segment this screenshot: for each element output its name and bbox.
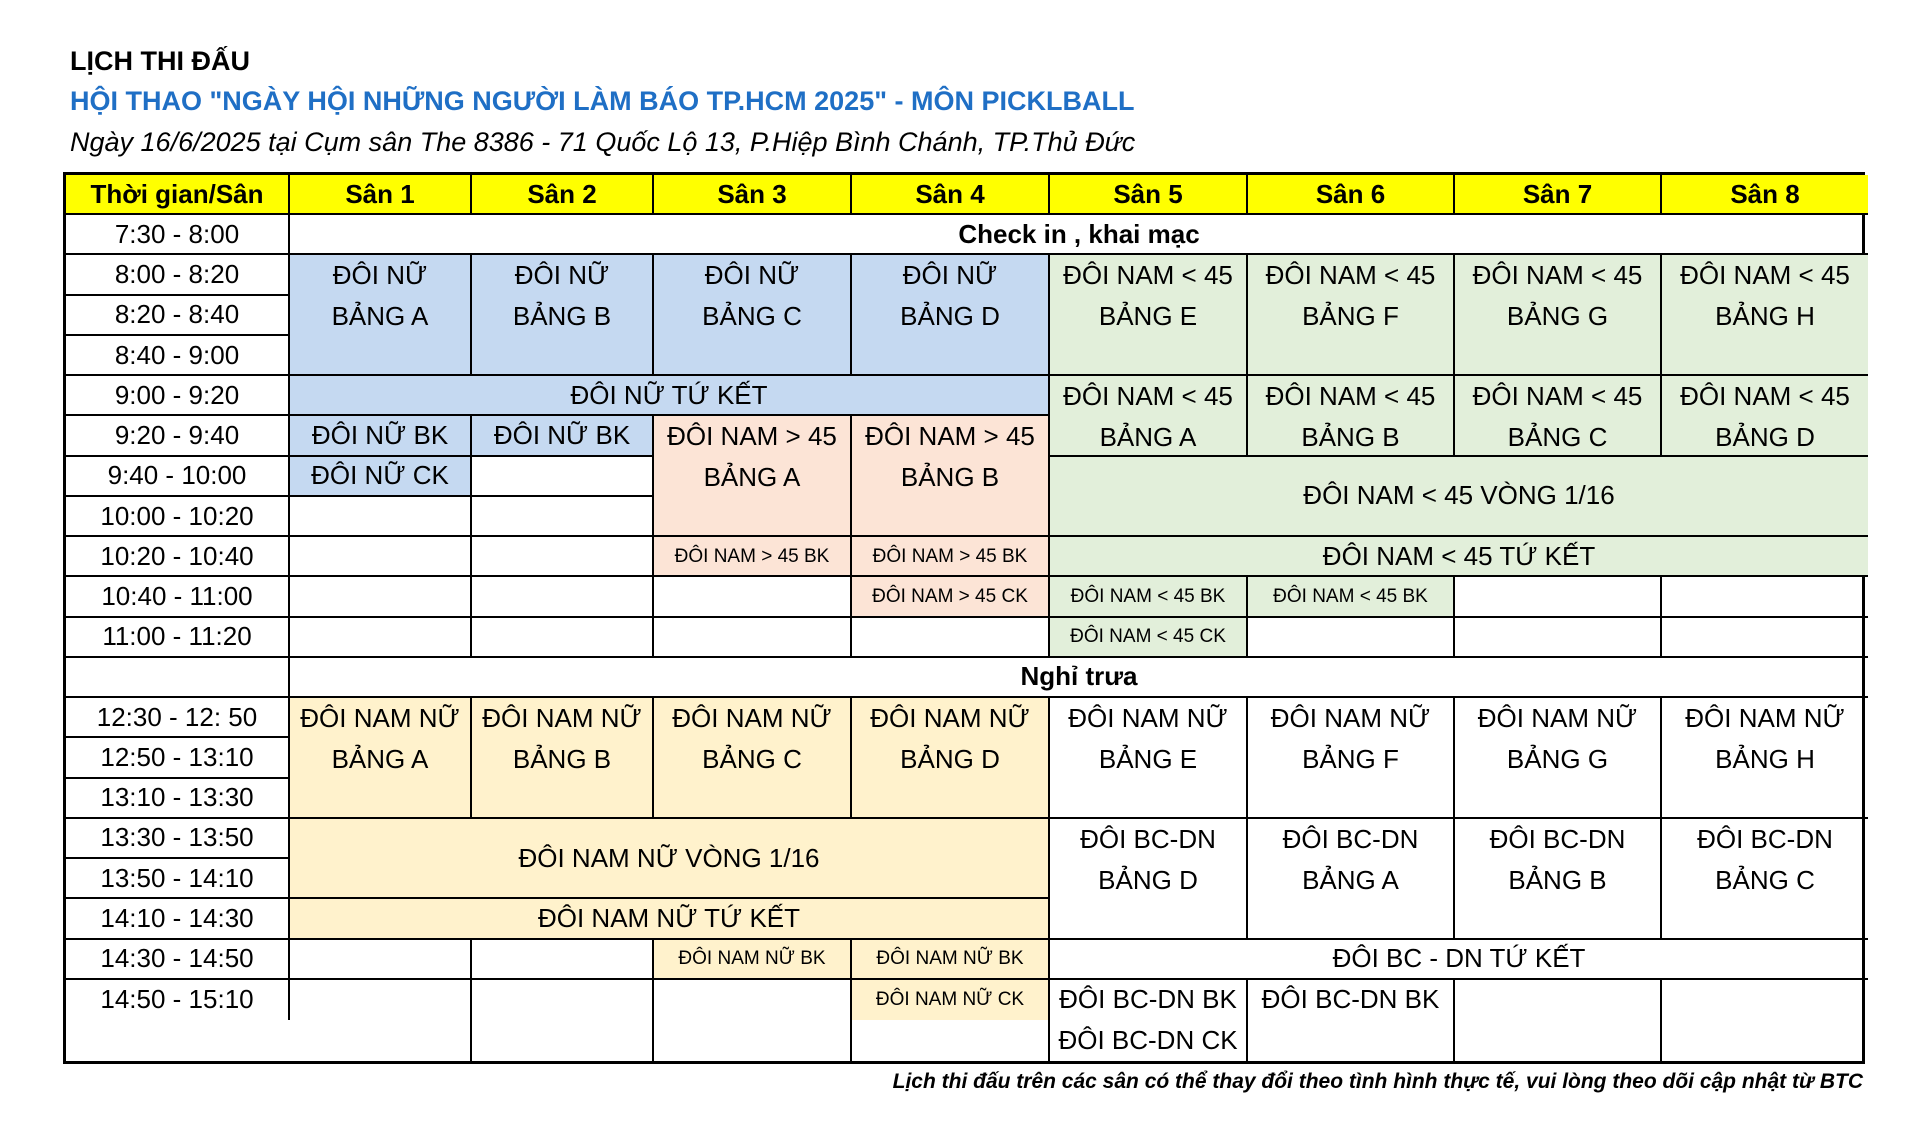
empty-cell <box>290 940 472 980</box>
time-slot: 10:40 - 11:00 <box>66 577 290 617</box>
event-women-sf-2: ĐÔI NỮ BK <box>472 416 654 456</box>
empty-cell <box>1662 980 1868 1020</box>
event-men-u45-qf: ĐÔI NAM < 45 TỨ KẾT <box>1050 537 1868 577</box>
time-slot: 11:00 - 11:20 <box>66 618 290 658</box>
time-slot <box>66 658 290 698</box>
event-bcdn-c: ĐÔI BC-DN BẢNG C <box>1662 819 1868 940</box>
time-slot: 9:40 - 10:00 <box>66 457 290 497</box>
event-bcdn-final: ĐÔI BC-DN CK <box>1050 1020 1248 1061</box>
event-mixed-b: ĐÔI NAM NỮ BẢNG B <box>472 698 654 819</box>
empty-cell <box>472 537 654 577</box>
event-women-qf: ĐÔI NỮ TỨ KẾT <box>290 376 1050 416</box>
event-mixed-f: ĐÔI NAM NỮ BẢNG F <box>1248 698 1455 819</box>
empty-cell <box>290 1020 472 1061</box>
empty-cell <box>472 1020 654 1061</box>
column-header-court-7: Sân 7 <box>1455 175 1662 215</box>
event-men-u45-g: ĐÔI NAM < 45 BẢNG G <box>1455 255 1662 376</box>
time-slot: 12:30 - 12: 50 <box>66 698 290 738</box>
empty-cell <box>654 577 852 617</box>
column-header-court-4: Sân 4 <box>852 175 1050 215</box>
event-checkin: Check in , khai mạc <box>290 215 1868 255</box>
event-men-o45-final: ĐÔI NAM > 45 CK <box>852 577 1050 617</box>
event-men-u45-b: ĐÔI NAM < 45 BẢNG B <box>1248 376 1455 456</box>
empty-cell <box>654 618 852 658</box>
time-slot: 14:30 - 14:50 <box>66 940 290 980</box>
empty-cell <box>1455 1020 1662 1061</box>
empty-cell <box>852 618 1050 658</box>
time-slot: 8:00 - 8:20 <box>66 255 290 295</box>
time-slot: 9:20 - 9:40 <box>66 416 290 456</box>
empty-cell <box>290 618 472 658</box>
event-mixed-c: ĐÔI NAM NỮ BẢNG C <box>654 698 852 819</box>
event-women-final: ĐÔI NỮ CK <box>290 457 472 497</box>
event-subtitle: HỘI THAO "NGÀY HỘI NHỮNG NGƯỜI LÀM BÁO TP.HCM 2025" - MÔN PICKLBALL <box>70 86 1135 116</box>
event-women-a: ĐÔI NỮ BẢNG A <box>290 255 472 376</box>
event-men-u45-sf-2: ĐÔI NAM < 45 BK <box>1248 577 1455 617</box>
empty-cell <box>1248 618 1455 658</box>
column-header-time: Thời gian/Sân <box>66 175 290 215</box>
empty-cell <box>1455 577 1662 617</box>
empty-cell <box>290 980 472 1020</box>
event-women-sf-1: ĐÔI NỮ BK <box>290 416 472 456</box>
time-slot: 9:00 - 9:20 <box>66 376 290 416</box>
empty-cell <box>472 497 654 537</box>
column-header-court-3: Sân 3 <box>654 175 852 215</box>
time-slot: 13:30 - 13:50 <box>66 819 290 859</box>
empty-cell <box>1662 577 1868 617</box>
event-men-u45-sf-1: ĐÔI NAM < 45 BK <box>1050 577 1248 617</box>
time-slot: 8:40 - 9:00 <box>66 336 290 376</box>
time-slot: 8:20 - 8:40 <box>66 296 290 336</box>
event-men-u45-final: ĐÔI NAM < 45 CK <box>1050 618 1248 658</box>
page-title: LỊCH THI ĐẤU <box>70 46 250 76</box>
empty-cell <box>290 497 472 537</box>
event-mixed-h: ĐÔI NAM NỮ BẢNG H <box>1662 698 1868 819</box>
empty-cell <box>472 980 654 1020</box>
time-slot: 14:50 - 15:10 <box>66 980 290 1020</box>
column-header-court-8: Sân 8 <box>1662 175 1868 215</box>
event-mixed-sf-1: ĐÔI NAM NỮ BK <box>654 940 852 980</box>
event-mixed-qf: ĐÔI NAM NỮ TỨ KẾT <box>290 899 1050 939</box>
column-header-court-2: Sân 2 <box>472 175 654 215</box>
empty-cell <box>1662 618 1868 658</box>
schedule-table <box>63 172 1865 1064</box>
event-women-c: ĐÔI NỮ BẢNG C <box>654 255 852 376</box>
empty-cell <box>472 940 654 980</box>
empty-cell <box>654 1020 852 1061</box>
event-men-o45-a: ĐÔI NAM > 45 BẢNG A <box>654 416 852 537</box>
event-mixed-final: ĐÔI NAM NỮ CK <box>852 980 1050 1020</box>
event-bcdn-sf-2: ĐÔI BC-DN BK <box>1248 980 1455 1020</box>
time-slot: 10:00 - 10:20 <box>66 497 290 537</box>
event-men-u45-a: ĐÔI NAM < 45 BẢNG A <box>1050 376 1248 456</box>
empty-cell <box>852 1020 1050 1061</box>
empty-cell <box>290 577 472 617</box>
event-men-u45-f: ĐÔI NAM < 45 BẢNG F <box>1248 255 1455 376</box>
event-bcdn-qf: ĐÔI BC - DN TỨ KẾT <box>1050 940 1868 980</box>
time-slot: 10:20 - 10:40 <box>66 537 290 577</box>
event-men-u45-r16: ĐÔI NAM < 45 VÒNG 1/16 <box>1050 457 1868 537</box>
event-mixed-g: ĐÔI NAM NỮ BẢNG G <box>1455 698 1662 819</box>
event-men-o45-sf-1: ĐÔI NAM > 45 BK <box>654 537 852 577</box>
empty-cell <box>654 980 852 1020</box>
column-header-court-5: Sân 5 <box>1050 175 1248 215</box>
empty-cell <box>290 537 472 577</box>
event-men-o45-sf-2: ĐÔI NAM > 45 BK <box>852 537 1050 577</box>
event-bcdn-a: ĐÔI BC-DN BẢNG A <box>1248 819 1455 940</box>
time-slot: 14:10 - 14:30 <box>66 899 290 939</box>
footer-note: Lịch thi đấu trên các sân có thể thay đổi theo tình hình thực tế, vui lòng theo dõi cập nhật từ BTC <box>892 1070 1863 1093</box>
empty-cell <box>472 618 654 658</box>
empty-cell <box>1455 618 1662 658</box>
event-women-b: ĐÔI NỮ BẢNG B <box>472 255 654 376</box>
event-men-u45-c: ĐÔI NAM < 45 BẢNG C <box>1455 376 1662 456</box>
date-venue: Ngày 16/6/2025 tại Cụm sân The 8386 - 71 Quốc Lộ 13, P.Hiệp Bình Chánh, TP.Thủ Đức <box>70 127 1136 157</box>
event-mixed-e: ĐÔI NAM NỮ BẢNG E <box>1050 698 1248 819</box>
empty-cell <box>472 577 654 617</box>
empty-cell <box>1455 980 1662 1020</box>
event-mixed-r16: ĐÔI NAM NỮ VÒNG 1/16 <box>290 819 1050 899</box>
event-mixed-sf-2: ĐÔI NAM NỮ BK <box>852 940 1050 980</box>
event-bcdn-d: ĐÔI BC-DN BẢNG D <box>1050 819 1248 940</box>
event-bcdn-b: ĐÔI BC-DN BẢNG B <box>1455 819 1662 940</box>
column-header-court-1: Sân 1 <box>290 175 472 215</box>
event-men-u45-h: ĐÔI NAM < 45 BẢNG H <box>1662 255 1868 376</box>
event-men-u45-e: ĐÔI NAM < 45 BẢNG E <box>1050 255 1248 376</box>
event-mixed-d: ĐÔI NAM NỮ BẢNG D <box>852 698 1050 819</box>
event-women-d: ĐÔI NỮ BẢNG D <box>852 255 1050 376</box>
empty-cell <box>472 457 654 497</box>
event-men-o45-b: ĐÔI NAM > 45 BẢNG B <box>852 416 1050 537</box>
time-slot: 7:30 - 8:00 <box>66 215 290 255</box>
time-slot: 12:50 - 13:10 <box>66 738 290 778</box>
event-mixed-a: ĐÔI NAM NỮ BẢNG A <box>290 698 472 819</box>
column-header-court-6: Sân 6 <box>1248 175 1455 215</box>
time-slot: 13:50 - 14:10 <box>66 859 290 899</box>
time-slot: 13:10 - 13:30 <box>66 779 290 819</box>
event-bcdn-sf-1: ĐÔI BC-DN BK <box>1050 980 1248 1020</box>
event-men-u45-d: ĐÔI NAM < 45 BẢNG D <box>1662 376 1868 456</box>
empty-cell <box>1248 1020 1455 1061</box>
empty-cell <box>1662 1020 1868 1061</box>
event-lunch: Nghỉ trưa <box>290 658 1868 698</box>
